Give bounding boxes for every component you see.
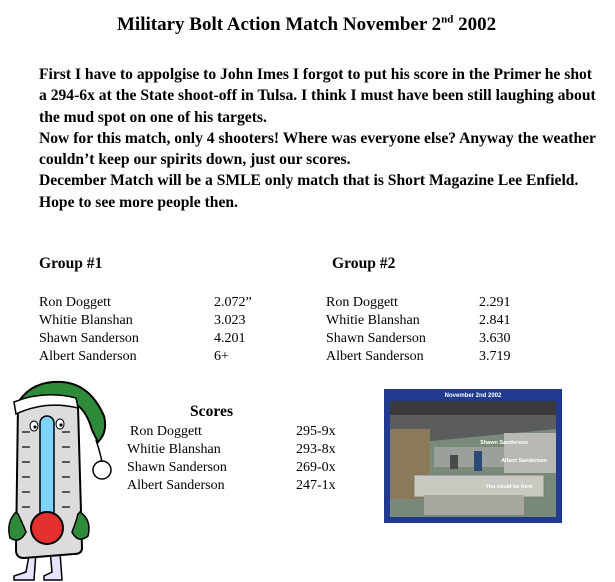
table-row — [326, 330, 546, 348]
shooter-name: Albert Sanderson — [127, 478, 225, 493]
table-row — [127, 441, 357, 459]
scores-table — [127, 423, 357, 495]
photo-caption-top: November 2nd 2002 — [444, 393, 502, 399]
group-size: 3.023 — [214, 313, 246, 328]
shooter-name: Shawn Sanderson — [39, 331, 139, 346]
shooter-name: Whitie Blanshan — [39, 313, 133, 328]
shooter-name: Albert Sanderson — [39, 349, 137, 364]
group2-heading: Group #2 — [332, 255, 396, 272]
shooter-name: Ron Doggett — [39, 295, 111, 310]
shooter-name: Whitie Blanshan — [127, 442, 221, 457]
table-row — [326, 348, 546, 366]
score-value: 269-0x — [296, 460, 336, 475]
group-size: 6+ — [214, 349, 229, 364]
table-row — [39, 312, 279, 330]
table-row — [127, 423, 357, 441]
table-row — [127, 477, 357, 495]
score-value: 295-9x — [296, 424, 336, 439]
range-photo — [384, 389, 562, 523]
group-size: 3.719 — [479, 349, 511, 364]
group-size: 3.630 — [479, 331, 511, 346]
scores-heading: Scores — [190, 403, 234, 420]
shooter-name: Ron Doggett — [326, 295, 398, 310]
intro-text — [39, 64, 599, 213]
group-size: 2.841 — [479, 313, 511, 328]
thermometer-bulb-icon — [31, 512, 63, 544]
table-row — [39, 348, 279, 366]
table-row — [127, 459, 357, 477]
group1-table — [39, 294, 279, 366]
score-value: 293-8x — [296, 442, 336, 457]
shooter-name: Shawn Sanderson — [326, 331, 426, 346]
shooter-name: Albert Sanderson — [326, 349, 424, 364]
shooter-name: Ron Doggett — [130, 424, 202, 439]
table-row — [326, 294, 546, 312]
group2-table — [326, 294, 546, 366]
group1-heading: Group #1 — [39, 255, 103, 272]
table-row — [39, 330, 279, 348]
shooter-name: Shawn Sanderson — [127, 460, 227, 475]
photo-label-you: You could be here — [485, 484, 533, 490]
photo-label-albert: Albert Sanderson — [501, 458, 547, 464]
shooter-name: Whitie Blanshan — [326, 313, 420, 328]
table-row — [39, 294, 279, 312]
photo-label-shawn: Shawn Sanderson — [480, 440, 528, 446]
intro-paragraph: December Match will be a SMLE only match that is Short Magazine Lee Enfield. — [39, 172, 579, 190]
score-value: 247-1x — [296, 478, 336, 493]
intro-paragraph: First I have to appolgise to John Imes I forgot to put his score in the Primer he shot a 294-6x at the State shoot-off in Tulsa. I think I must have been still laughing about the mud spot on one of his targets. — [39, 66, 596, 126]
intro-paragraph: Hope to see more people then. — [39, 193, 238, 211]
page-title: Military Bolt Action Match November 2nd 2002 — [117, 13, 497, 35]
group-size: 2.291 — [479, 295, 511, 310]
table-row — [326, 312, 546, 330]
group-size: 4.201 — [214, 331, 246, 346]
group-size: 2.072” — [214, 295, 252, 310]
thermometer-tube-icon — [40, 416, 54, 526]
thermometer-clipart — [0, 372, 120, 582]
intro-paragraph: Now for this match, only 4 shooters! Where was everyone else? Anyway the weather couldn’t keep our spirits down, just our scores. — [39, 129, 596, 169]
